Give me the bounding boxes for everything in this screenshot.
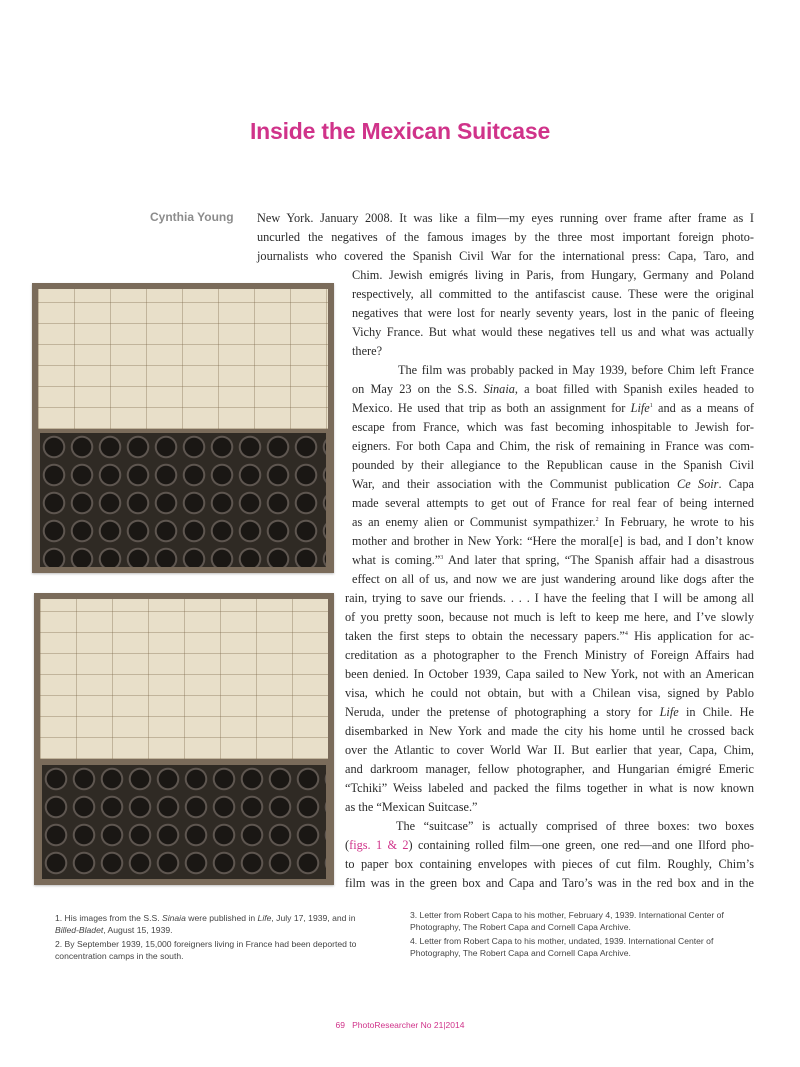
figure-2-photo xyxy=(34,593,334,885)
body-line: Neruda, under the pretense of photographing a story for Life in Chile. He xyxy=(345,705,754,719)
body-line: escape from France, which was fast becoming inhospitable to Jewish for- xyxy=(352,420,754,434)
body-line: War, and their association with the Communist publication Ce Soir. Capa xyxy=(352,477,754,491)
body-line: film was in the green box and Capa and Taro’s was in the red box and in the xyxy=(345,876,754,890)
body-line: of you pretty soon, because not much is left to keep me here, and I’ve slowly xyxy=(345,610,754,624)
body-line: disembarked in New York and made the city his home until he crossed back xyxy=(345,724,754,738)
footnote-1: 1. His images from the S.S. Sinaia were published in Life, July 17, 1939, and in Billed-Bladet, August 15, 1939. xyxy=(55,913,356,935)
body-line: New York. January 2008. It was like a film—my eyes running over frame after frame as I xyxy=(257,211,754,225)
body-line: taken the first steps to obtain the necessary papers.”$^4$ His application for ac- xyxy=(345,629,754,643)
body-line: “Tchiki” Weiss labeled and packed the films together in what is now known xyxy=(345,781,754,795)
figure-1-photo xyxy=(32,283,334,573)
footnote-3: 3. Letter from Robert Capa to his mother, February 4, 1939. International Center of Photography, The Robert Capa and Cornell Capa Archive. xyxy=(410,910,724,932)
body-line: over the Atlantic to cover World War II. But earlier that year, Capa, Chim, xyxy=(345,743,754,757)
body-line: pounded by their allegiance to the Republican cause in the Spanish Civil xyxy=(352,458,754,472)
body-line: and darkroom manager, fellow photographer, and Hungarian émigré Emeric xyxy=(345,762,754,776)
film-rolls-tray xyxy=(40,433,326,567)
box-lid-labels xyxy=(38,289,328,429)
body-line: The “suitcase” is actually comprised of three boxes: two boxes xyxy=(396,819,754,833)
body-line: respectively, all committed to the antifascist cause. These were the original xyxy=(352,287,754,301)
film-rolls-tray xyxy=(42,765,326,879)
article-title: Inside the Mexican Suitcase xyxy=(249,118,551,144)
publication-year: 2014 xyxy=(445,1020,465,1030)
body-line: made several attempts to get out of France for real fear of being interned xyxy=(352,496,754,510)
body-line: Chim. Jewish emigrés living in Paris, from Hungary, Germany and Poland xyxy=(352,268,754,282)
body-line: what is coming.”$^3$ And later that spring, “The Spanish affair had a disastrous xyxy=(352,553,755,567)
body-line: rain, trying to save our friends. . . . I have the feeling that I will be among all xyxy=(345,591,754,605)
body-line: effect on all of us, and now we are just wandering around like dogs after the xyxy=(352,572,754,586)
body-line: mother and brother in New York: “Here the moral[e] is bad, and I don’t know xyxy=(352,534,754,548)
author-name: Cynthia Young xyxy=(150,210,234,224)
body-line: creditation as a photographer to the French Ministry of Foreign Affairs had xyxy=(345,648,754,662)
body-line: to paper box containing envelopes with pieces of cut film. Roughly, Chim’s xyxy=(345,857,754,871)
box-lid-labels xyxy=(40,599,328,759)
body-line: The film was probably packed in May 1939, before Chim left France xyxy=(398,363,754,377)
body-line: Mexico. He used that trip as both an assignment for Life$^1$ and as a means of xyxy=(352,401,754,415)
page-number: 69 xyxy=(335,1020,346,1030)
page-footer: 69 PhotoResearcher No 21|2014 xyxy=(335,1020,465,1030)
body-line: as the “Mexican Suitcase.” xyxy=(345,800,478,814)
body-line: on May 23 on the S.S. Sinaia, a boat filled with Spanish exiles headed to xyxy=(352,382,755,396)
body-line: there? xyxy=(352,344,383,358)
body-line: been denied. In October 1939, Capa sailed to New York, not with an American xyxy=(345,667,754,681)
body-line: eigners. For both Capa and Chim, the risk of remaining in France was com- xyxy=(352,439,754,453)
body-line: Vichy France. But what would these negatives tell us and what was actually xyxy=(352,325,754,339)
body-line: visa, which he could not obtain, but with a Chilean visa, signed by Pablo xyxy=(345,686,754,700)
publication-name: PhotoResearcher No 21 xyxy=(352,1020,444,1030)
body-line: as an enemy alien or Communist sympathizer.$^2$ In February, he wrote to his xyxy=(352,515,755,529)
body-line: negatives that were lost for nearly seventy years, lost in the panic of fleeing xyxy=(352,306,754,320)
body-line: journalists who covered the Spanish Civil War for the international press: Capa, Taro, and xyxy=(257,249,754,263)
figure-reference-link[interactable]: figs. 1 & 2 xyxy=(349,838,409,852)
footnote-4: 4. Letter from Robert Capa to his mother, undated, 1939. International Center of Photography, The Robert Capa and Cornell Capa Archive. xyxy=(410,936,714,958)
footnote-2: 2. By September 1939, 15,000 foreigners living in France had been deported to concentration camps in the south. xyxy=(55,939,357,961)
body-line: uncurled the negatives of the famous images by the three most important foreign photo- xyxy=(257,230,754,244)
body-line: (figs. 1 & 2) containing rolled film—one green, one red—and one Ilford pho- xyxy=(345,838,754,852)
